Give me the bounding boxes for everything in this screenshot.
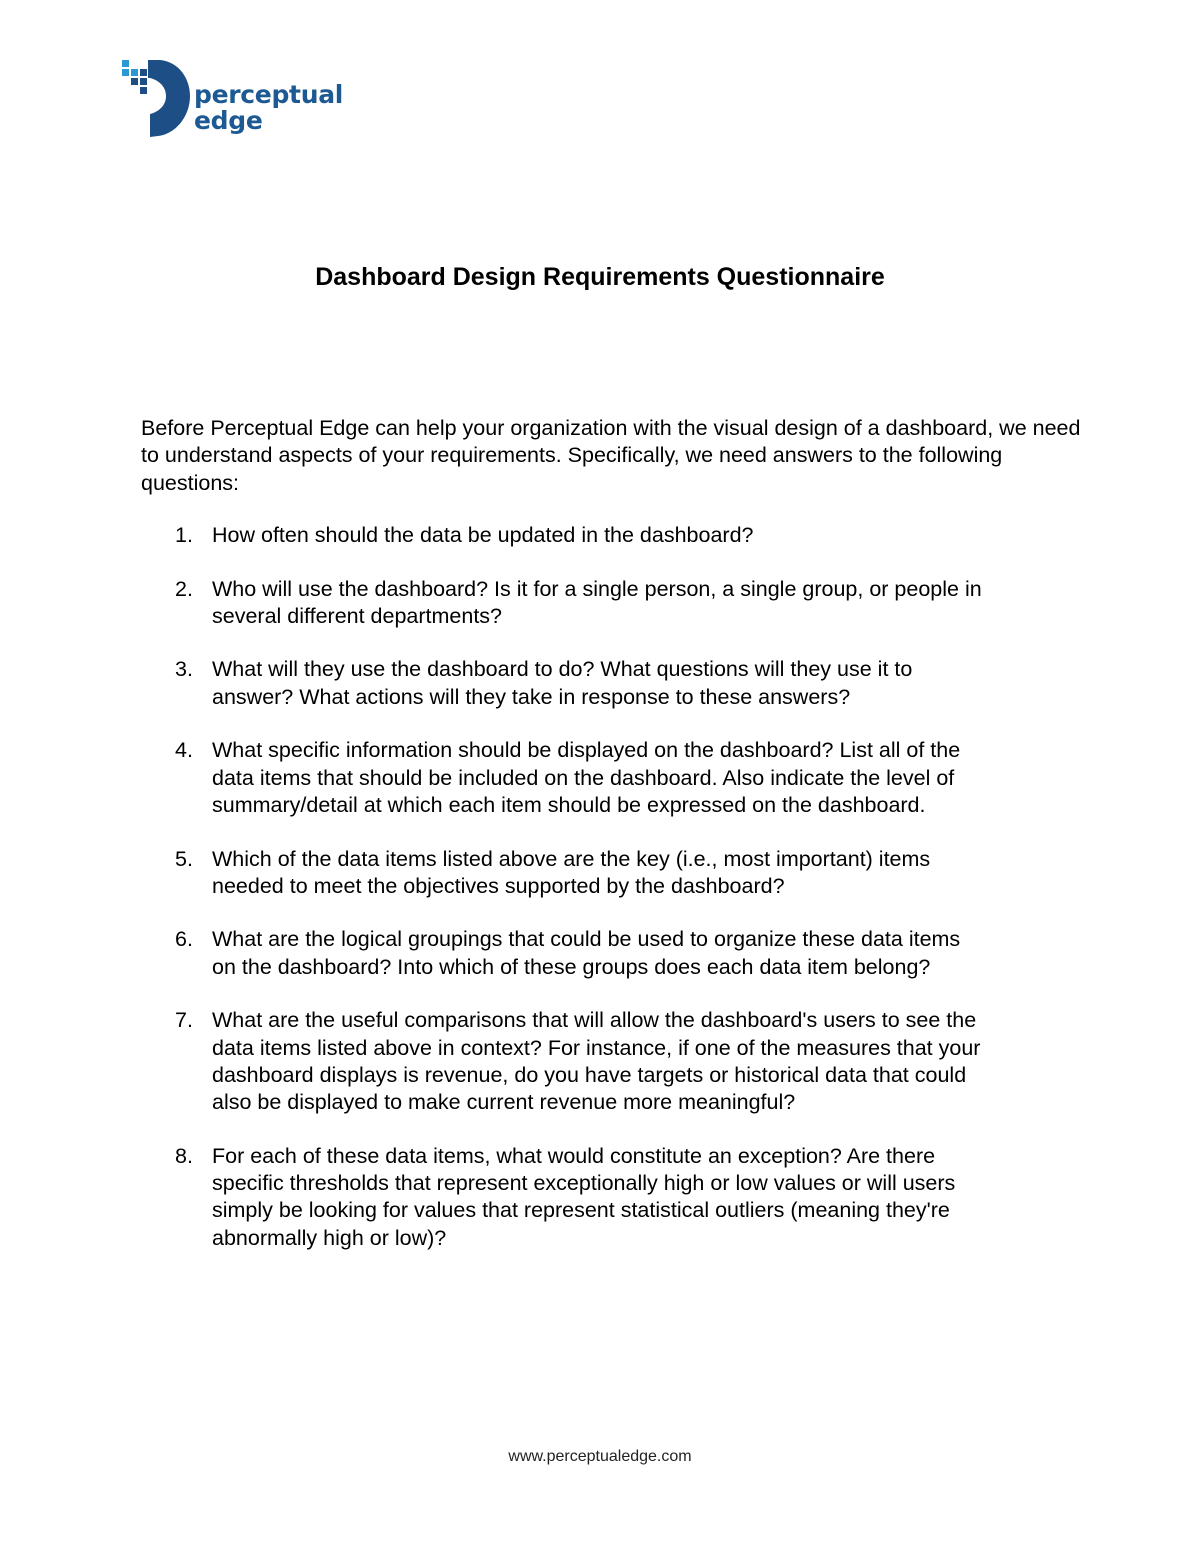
question-text-line: answer? What actions will they take in response to these answers? [212, 684, 851, 709]
question-item [141, 522, 1081, 549]
question-text-line: What are the logical groupings that could be used to organize these data items [212, 927, 961, 952]
company-logo [118, 56, 344, 142]
question-item [141, 737, 1081, 819]
intro-paragraph: Before Perceptual Edge can help your organization with the visual design of a dashboard, we need to understand aspects of your requirements. Specifically, we need answers to the following questions: [141, 416, 1081, 495]
question-item [141, 846, 1081, 901]
question-text-line: For each of these data items, what would constitute an exception? Are there [212, 1143, 936, 1168]
logo-mark-icon [118, 56, 198, 142]
question-text-line: What will they use the dashboard to do? What questions will they use it to [212, 657, 913, 682]
questions-list [141, 522, 1081, 1278]
question-text-line: dashboard displays is revenue, do you have targets or historical data that could [212, 1062, 967, 1087]
question-item [141, 576, 1081, 631]
question-number: 6. [175, 927, 193, 952]
question-item [141, 926, 1081, 981]
document-title: Dashboard Design Requirements Questionnaire [315, 263, 885, 291]
question-text-line: summary/detail at which each item should be expressed on the dashboard. [212, 792, 926, 817]
question-text-line: data items listed above in context? For instance, if one of the measures that your [212, 1035, 981, 1060]
question-text-line: simply be looking for values that represent statistical outliers (meaning they're [212, 1198, 950, 1223]
logo-text-edge: edge [194, 106, 263, 135]
question-number: 1. [175, 523, 193, 547]
question-text-line: Who will use the dashboard? Is it for a single person, a single group, or people in [212, 576, 982, 601]
question-text-line: on the dashboard? Into which of these groups does each data item belong? [212, 954, 931, 979]
question-text-line: data items that should be included on the dashboard. Also indicate the level of [212, 765, 955, 790]
question-item [141, 656, 1081, 711]
question-number: 4. [175, 738, 193, 763]
footer-url: www.perceptualedge.com [508, 1448, 692, 1465]
question-text-line: several different departments? [212, 603, 503, 628]
question-text-line: What are the useful comparisons that will allow the dashboard's users to see the [212, 1008, 977, 1033]
question-text-line: How often should the data be updated in the dashboard? [212, 523, 754, 547]
question-text-line: What specific information should be displayed on the dashboard? List all of the [212, 738, 961, 763]
question-text-line: specific thresholds that represent exceptionally high or low values or will users [212, 1171, 956, 1196]
question-text-line: also be displayed to make current revenue more meaningful? [212, 1090, 796, 1115]
question-number: 3. [175, 657, 193, 682]
logo-wordmark [194, 82, 343, 134]
question-text-line: Which of the data items listed above are the key (i.e., most important) items [212, 846, 931, 871]
question-item [141, 1007, 1081, 1116]
question-number: 8. [175, 1143, 193, 1168]
question-text-line: needed to meet the objectives supported by the dashboard? [212, 873, 785, 898]
question-number: 7. [175, 1008, 193, 1033]
question-number: 2. [175, 576, 193, 601]
question-text-line: abnormally high or low)? [212, 1225, 447, 1250]
question-item [141, 1143, 1081, 1252]
logo-text-perceptual: perceptual [194, 80, 344, 109]
question-number: 5. [175, 846, 193, 871]
